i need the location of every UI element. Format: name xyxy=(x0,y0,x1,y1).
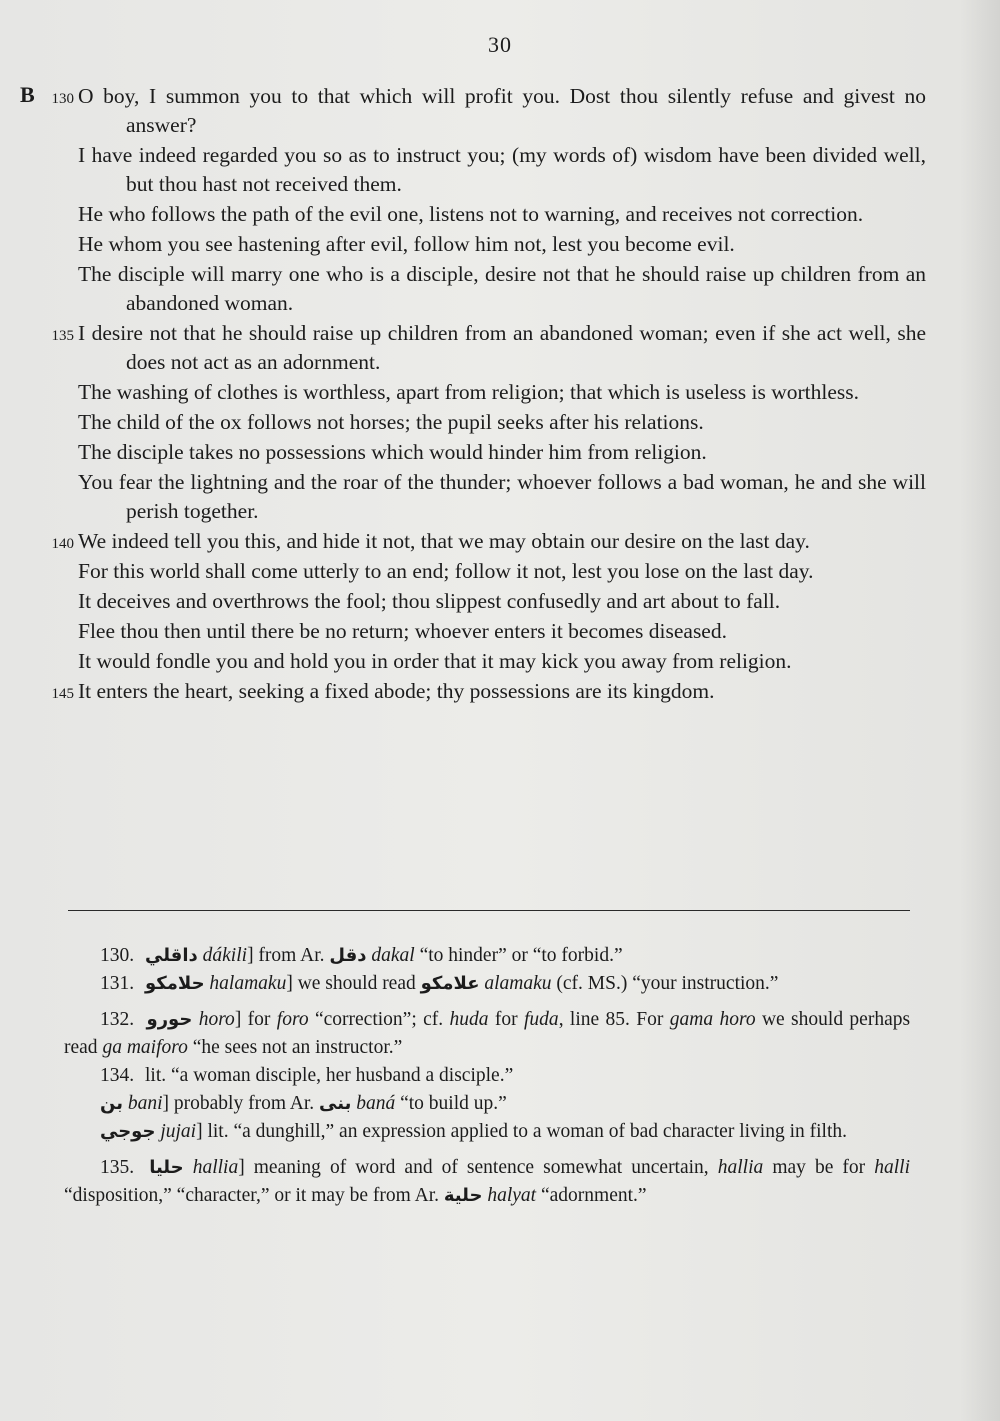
arabic-term: حليا xyxy=(149,1157,184,1178)
note-text: “to hinder” or “to forbid.” xyxy=(419,945,623,966)
verse-text: You fear the lightning and the roar of the thunder; whoever follows a bad woman, he and she will perish together. xyxy=(78,470,926,523)
arabic-term: بن xyxy=(100,1093,123,1114)
verse-text: He who follows the path of the evil one, listens not to warning, and receives not correction. xyxy=(78,202,864,226)
verse-text: I have indeed regarded you so as to instruct you; (my words of) wisdom have been divided well, but thou hast not received them. xyxy=(78,143,926,196)
verse-text: The disciple will marry one who is a disciple, desire not that he should raise up children from an abandoned woman. xyxy=(78,262,926,315)
note-text: “correction”; cf. xyxy=(314,1009,444,1030)
verse-text: The child of the ox follows not horses; the pupil seeks after his relations. xyxy=(78,410,704,434)
verse-text: For this world shall come utterly to an end; follow it not, lest you lose on the last day. xyxy=(78,559,814,583)
note-text: ] for xyxy=(234,1009,271,1030)
arabic-term: داقلي xyxy=(145,945,198,966)
verse-line xyxy=(78,617,926,646)
note-text: , line 85. For xyxy=(558,1009,664,1030)
transliteration: horo xyxy=(198,1009,235,1030)
verse-line xyxy=(78,468,926,526)
footnote-135 xyxy=(64,1154,910,1210)
transliteration: jujai xyxy=(160,1121,197,1142)
transliteration: gama horo xyxy=(669,1009,756,1030)
verse-number: 130 xyxy=(51,91,74,107)
verse-line xyxy=(51,319,926,377)
footnote-130 xyxy=(64,942,910,970)
note-text: for xyxy=(494,1009,518,1030)
verse-text: O boy, I summon you to that which will profit you. Dost thou silently refuse and givest no answer? xyxy=(78,84,926,137)
footnote-134 xyxy=(64,1062,910,1090)
footnote-132 xyxy=(64,1006,910,1062)
verse-text: He whom you see hastening after evil, follow him not, lest you become evil. xyxy=(78,232,735,256)
verse-line xyxy=(78,230,926,259)
transliteration: alamaku xyxy=(484,973,552,994)
footnote-number: 134. xyxy=(100,1065,135,1086)
transliteration: halamaku xyxy=(209,973,287,994)
transliteration: hallia xyxy=(192,1157,239,1178)
footnote-134-bani xyxy=(64,1090,910,1118)
transliteration: halli xyxy=(874,1157,910,1178)
footnote-number: 130. xyxy=(100,945,135,966)
verse-line xyxy=(78,408,926,437)
transliteration: huda xyxy=(449,1009,489,1030)
transliteration: bani xyxy=(127,1093,163,1114)
verse-line xyxy=(78,438,926,467)
verse-line xyxy=(78,557,926,586)
footnote-divider xyxy=(68,910,910,911)
arabic-term: حلية xyxy=(443,1185,483,1206)
transliteration: hallia xyxy=(717,1157,764,1178)
verse-text: It would fondle you and hold you in order that it may kick you away from religion. xyxy=(78,649,792,673)
footnotes xyxy=(0,942,1000,1210)
note-text: lit. “a woman disciple, her husband a disciple.” xyxy=(145,1065,514,1086)
verse-line xyxy=(78,378,926,407)
transliteration: dákili xyxy=(202,945,248,966)
verse-line xyxy=(51,82,926,140)
arabic-term: بنى xyxy=(319,1093,352,1114)
arabic-term: حورو xyxy=(146,1009,193,1030)
page-number: 30 xyxy=(488,32,512,57)
side-marker: B xyxy=(20,82,35,107)
verse-number: 145 xyxy=(51,686,74,702)
footnote-131 xyxy=(64,970,910,998)
note-text: “he sees not an instructor.” xyxy=(192,1037,403,1058)
note-text: “adornment.” xyxy=(540,1185,647,1206)
arabic-term: حلامكو xyxy=(145,973,205,994)
arabic-term: علامكو xyxy=(420,973,480,994)
transliteration: baná xyxy=(356,1093,396,1114)
transliteration: dakal xyxy=(371,945,415,966)
note-text: ] lit. “a dunghill,” an expression applied to a woman of bad character living in filth. xyxy=(196,1121,847,1142)
verse-line xyxy=(78,647,926,676)
verse-line xyxy=(78,141,926,199)
verse-block xyxy=(0,82,1000,707)
verse-text: We indeed tell you this, and hide it not, that we may obtain our desire on the last day. xyxy=(78,529,810,553)
verse-text: I desire not that he should raise up children from an abandoned woman; even if she act well, she does not act as an adornment. xyxy=(78,321,926,374)
verse-line xyxy=(51,677,926,706)
note-text: “disposition,” “character,” or it may be from Ar. xyxy=(64,1185,440,1206)
verse-line xyxy=(78,587,926,616)
note-text: “to build up.” xyxy=(400,1093,507,1114)
transliteration: ga maiforo xyxy=(102,1037,188,1058)
verse-number: 140 xyxy=(51,536,74,552)
verse-text: It deceives and overthrows the fool; thou slippest confusedly and art about to fall. xyxy=(78,589,781,613)
note-text: may be for xyxy=(772,1157,866,1178)
note-text: ] probably from Ar. xyxy=(162,1093,315,1114)
arabic-term: جوجي xyxy=(100,1121,156,1142)
note-text: ] meaning of word and of sentence somewhat uncertain, xyxy=(238,1157,709,1178)
verse-number: 135 xyxy=(51,328,74,344)
footnote-number: 131. xyxy=(100,973,135,994)
transliteration: fuda xyxy=(524,1009,559,1030)
verse-line xyxy=(51,527,926,556)
note-text: ] from Ar. xyxy=(247,945,325,966)
footnote-number: 135. xyxy=(100,1157,135,1178)
verse-text: The disciple takes no possessions which would hinder him from religion. xyxy=(78,440,707,464)
transliteration: halyat xyxy=(487,1185,537,1206)
verse-line xyxy=(78,200,926,229)
verse-line xyxy=(78,260,926,318)
note-text: ] we should read xyxy=(286,973,416,994)
note-text: (cf. MS.) “your instruction.” xyxy=(556,973,779,994)
transliteration: foro xyxy=(276,1009,309,1030)
arabic-term: دقل xyxy=(329,945,367,966)
footnote-number: 132. xyxy=(100,1009,135,1030)
verse-text: The washing of clothes is worthless, apart from religion; that which is useless is worthless. xyxy=(78,380,860,404)
footnote-134-jujai xyxy=(64,1118,910,1146)
verse-text: Flee thou then until there be no return; whoever enters it becomes diseased. xyxy=(78,619,727,643)
verse-text: It enters the heart, seeking a fixed abode; thy possessions are its kingdom. xyxy=(78,679,715,703)
note-text: we should perhaps read xyxy=(64,1009,911,1058)
